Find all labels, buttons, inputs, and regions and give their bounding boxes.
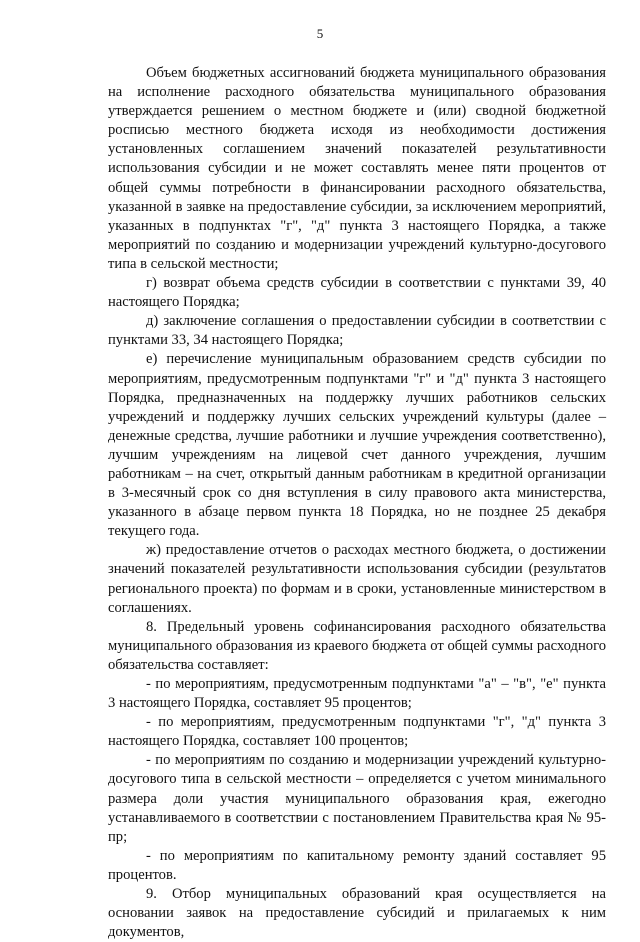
list-item-100-percent: - по мероприятиям, предусмотренным подпунктами "г", "д" пункта 3 настоящего Порядка, составляет 100 процентов; — [108, 714, 606, 750]
paragraph-budget-allocation: Объем бюджетных ассигнований бюджета муниципального образования на исполнение расходного обязательства муниципального образования утверждается решением о местном бюджете и (или) сводной бюджетной росписью местного бюджета исходя из необходимости достижения установленных соглашением значений показателей результативности использования субсидии и не может составлять менее пяти процентов от общей суммы потребности в финансировании расходного обязательства, указанной в заявке на предоставление субсидии, за исключением мероприятий, указанных в подпунктах "г", "д" пункта 3 настоящего Порядка, а также мероприятий по созданию и модернизации учреждений культурно-досугового типа в сельской местности; — [108, 65, 606, 272]
paragraph-item-zh: ж) предоставление отчетов о расходах местного бюджета, о достижении значений показателей результативности использования субсидии (результатов регионального проекта) по формам и в сроки, установленные министерством в соглашениях. — [108, 542, 606, 616]
document-body — [108, 64, 606, 942]
list-item-rural-institutions: - по мероприятиям по созданию и модернизации учреждений культурно-досугового типа в сельской местности – определяется с учетом минимального размера доли участия муниципального образования края, ежегодно устанавливаемого в соответствии с постановлением Правительства края № 95-пр; — [108, 752, 606, 845]
paragraph-section-9: 9. Отбор муниципальных образований края осуществляется на основании заявок на предоставление субсидий и прилагаемых к ним документов, — [108, 886, 606, 941]
paragraph-item-d: д) заключение соглашения о предоставлении субсидии в соответствии с пунктами 33, 34 настоящего Порядка; — [108, 313, 606, 349]
list-item-95-percent: - по мероприятиям, предусмотренным подпунктами "а" – "в", "е" пункта 3 настоящего Порядка, составляет 95 процентов; — [108, 676, 606, 712]
page-number: 5 — [316, 26, 324, 41]
paragraph-item-g: г) возврат объема средств субсидии в соответствии с пунктами 39, 40 настоящего Порядка; — [108, 275, 606, 311]
paragraph-section-8: 8. Предельный уровень софинансирования расходного обязательства муниципального образования из краевого бюджета от общей суммы расходного обязательства составляет: — [108, 618, 606, 673]
list-item-capital-repair: - по мероприятиям по капитальному ремонту зданий составляет 95 процентов. — [108, 847, 606, 883]
paragraph-item-e: е) перечисление муниципальным образованием средств субсидии по мероприятиям, предусмотренным подпунктами "г" и "д" пункта 3 настоящего Порядка, предназначенных на поддержку лучших работников сельских учреждений и поддержку лучших сельских учреждений культуры (далее – денежные средства, лучшие работники и лучшие учреждения соответственно), лучшим учреждениям на лицевой счет данного учреждения, лучшим работникам – на счет, открытый данным работникам в кредитной организации в 3-месячный срок со дня вступления в силу правового акта министерства, указанного в абзаце первом пункта 18 Порядка, но не позднее 25 декабря текущего года. — [108, 351, 606, 540]
